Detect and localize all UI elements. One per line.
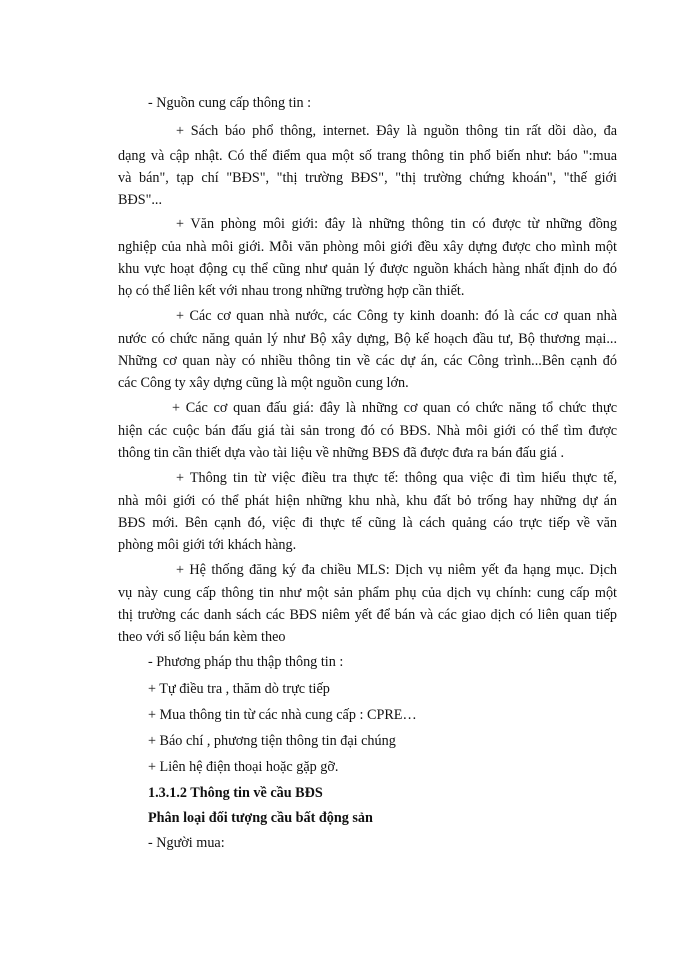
paragraph-line: khu vực hoạt động cụ thể cũng như quản lý được nguồn khách hàng nhất định do đó <box>118 261 617 277</box>
paragraph-line: + Thông tin từ việc điều tra thực tế: thông qua việc đi tìm hiểu thực tế, <box>176 470 617 486</box>
paragraph-line: nghiệp của nhà môi giới. Mỗi văn phòng môi giới đều xây dựng được cho mình một <box>118 239 617 255</box>
paragraph-line: + Các cơ quan đấu giá: đây là những cơ quan có chức năng tổ chức thực <box>172 400 617 416</box>
paragraph-line: và bán", tạp chí "BĐS", "thị trường BĐS", "thị trường chứng khoán", "thế giới <box>118 170 617 186</box>
paragraph-line: + Sách báo phổ thông, internet. Đây là nguồn thông tin rất dồi dào, đa <box>176 123 617 139</box>
paragraph-line: dạng và cập nhật. Có thể điểm qua một số trang thông tin phổ biến như: báo ":mua <box>118 148 617 164</box>
paragraph-line: họ có thể liên kết với nhau trong những trường hợp cần thiết. <box>118 283 465 299</box>
paragraph-line: + Hệ thống đăng ký đa chiều MLS: Dịch vụ niêm yết đa hạng mục. Dịch <box>176 562 617 578</box>
paragraph-line: thị trường các danh sách các BĐS niêm yết để bán và các giao dịch có liên quan tiếp <box>118 607 617 623</box>
paragraph-line: nhà môi giới có thể phát hiện những khu nhà, khu đất bỏ trống hay những dự án <box>118 493 617 509</box>
list-item: + Báo chí , phương tiện thông tin đại chúng <box>148 733 396 749</box>
section-heading-collection-methods: - Phương pháp thu thập thông tin : <box>148 654 344 670</box>
bold-heading: Phân loại đối tượng cầu bất động sản <box>148 810 373 826</box>
subsection-title: 1.3.1.2 Thông tin về cầu BĐS <box>148 785 323 801</box>
paragraph-line: vụ này cung cấp thông tin như một sản phẩm phụ của dịch vụ chính: cung cấp một <box>118 585 617 601</box>
paragraph-line: BĐS"... <box>118 192 163 208</box>
paragraph-line: hiện các cuộc bán đấu giá tài sản trong đó có BĐS. Nhà môi giới có thể tìm được <box>118 423 617 439</box>
list-item: + Mua thông tin từ các nhà cung cấp : CPRE… <box>148 707 417 723</box>
paragraph-line: + Các cơ quan nhà nước, các Công ty kinh doanh: đó là các cơ quan nhà <box>176 308 617 324</box>
paragraph-line: BĐS mới. Bên cạnh đó, việc đi thực tế cũng là cách quảng cáo trực tiếp về văn <box>118 515 617 531</box>
paragraph-line: thông tin cần thiết dựa vào tài liệu về những BĐS đã được đưa ra bán đấu giá . <box>118 445 565 461</box>
paragraph-line: + Văn phòng môi giới: đây là những thông tin có được từ những đồng <box>176 216 617 232</box>
section-heading-buyers: - Người mua: <box>148 835 225 851</box>
paragraph-line: các Công ty xây dựng cũng là một nguồn cung lớn. <box>118 375 409 391</box>
paragraph-line: Những cơ quan này có nhiều thông tin về các dự án, các Công trình...Bên cạnh đó <box>118 353 617 369</box>
section-heading-supply-sources: - Nguồn cung cấp thông tin : <box>148 95 312 111</box>
paragraph-line: phòng môi giới tới khách hàng. <box>118 537 297 553</box>
list-item: + Liên hệ điện thoại hoặc gặp gỡ. <box>148 759 339 775</box>
list-item: + Tự điều tra , thăm dò trực tiếp <box>148 681 330 697</box>
paragraph-line: nước có chức năng quản lý như Bộ xây dựng, Bộ kế hoạch đầu tư, Bộ thương mại... <box>118 331 617 347</box>
paragraph-line: theo với số liệu bán kèm theo <box>118 629 286 645</box>
